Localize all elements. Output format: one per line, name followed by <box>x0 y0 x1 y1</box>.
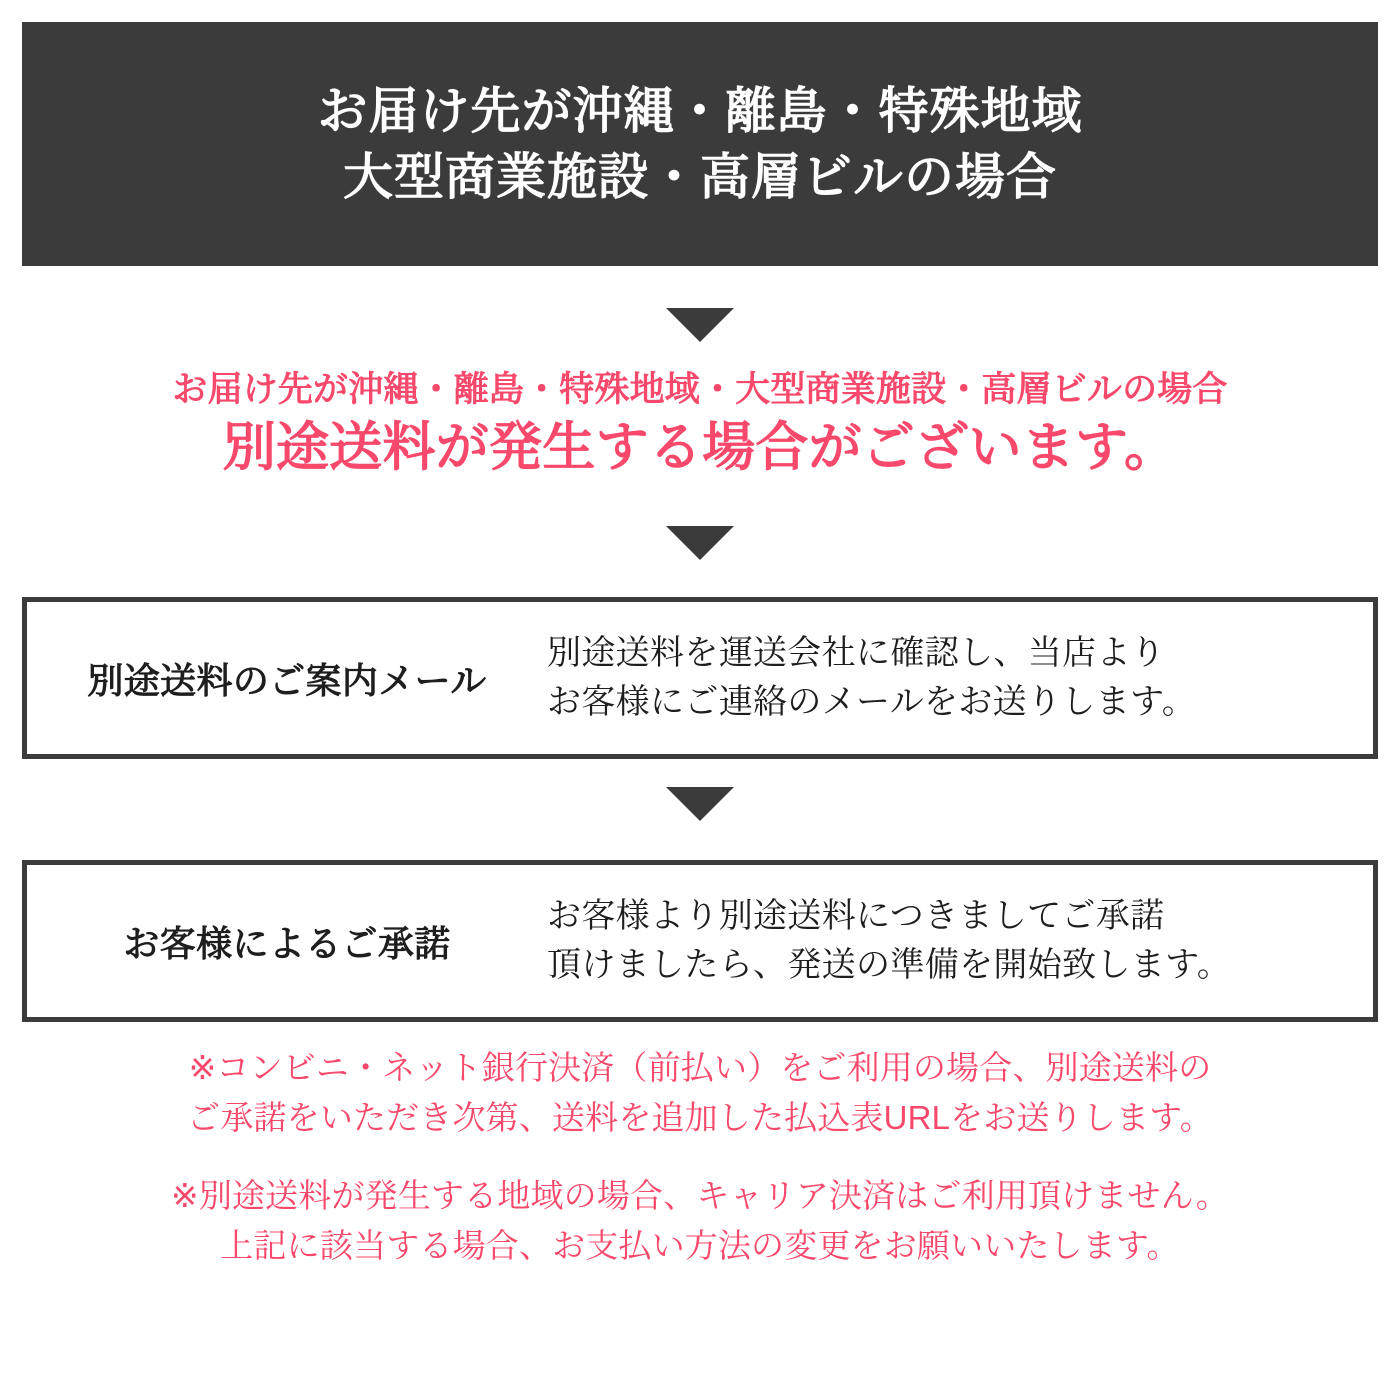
header-line-2: 大型商業施設・高層ビルの場合 <box>343 149 1057 205</box>
step-description <box>547 629 1373 728</box>
step-description-line: お客様より別途送料につきましてご承諾 <box>547 896 1165 935</box>
triangle-down-icon <box>666 787 734 821</box>
step-description-line: 別途送料を運送会社に確認し、当店より <box>547 633 1166 672</box>
step-label: 別途送料のご案内メール <box>87 659 487 701</box>
note-line: ※別途送料が発生する地域の場合、キャリア決済はご利用頂けません。 <box>171 1177 1229 1215</box>
emphasis-block <box>0 368 1400 483</box>
step-box-customer-consent <box>22 860 1378 1022</box>
note-line: ご承諾をいただき次第、送料を追加した払込表URLをお送りします。 <box>187 1099 1213 1137</box>
step-box-mail-notice <box>22 597 1378 759</box>
emphasis-condition-text: お届け先が沖縄・離島・特殊地域・大型商業施設・高層ビルの場合 <box>172 370 1228 409</box>
header-banner <box>22 22 1378 266</box>
note-item <box>0 1171 1400 1271</box>
notes-section <box>0 1043 1400 1272</box>
note-item <box>0 1043 1400 1143</box>
step-description-line: お客様にご連絡のメールをお送りします。 <box>547 683 1197 721</box>
header-line-1: お届け先が沖縄・離島・特殊地域 <box>317 83 1083 139</box>
triangle-down-icon <box>666 526 734 560</box>
step-description-line: 頂けましたら、発送の準備を開始致します。 <box>547 946 1232 984</box>
note-line: 上記に該当する場合、お支払い方法の変更をお願いいたします。 <box>220 1227 1180 1265</box>
triangle-down-icon <box>666 308 734 342</box>
step-label: お客様によるご承諾 <box>123 922 451 964</box>
emphasis-headline-text: 別途送料が発生する場合がございます。 <box>222 417 1178 477</box>
step-description <box>547 892 1373 991</box>
note-line: ※コンビニ・ネット銀行決済（前払い）をご利用の場合、別途送料の <box>188 1049 1212 1086</box>
